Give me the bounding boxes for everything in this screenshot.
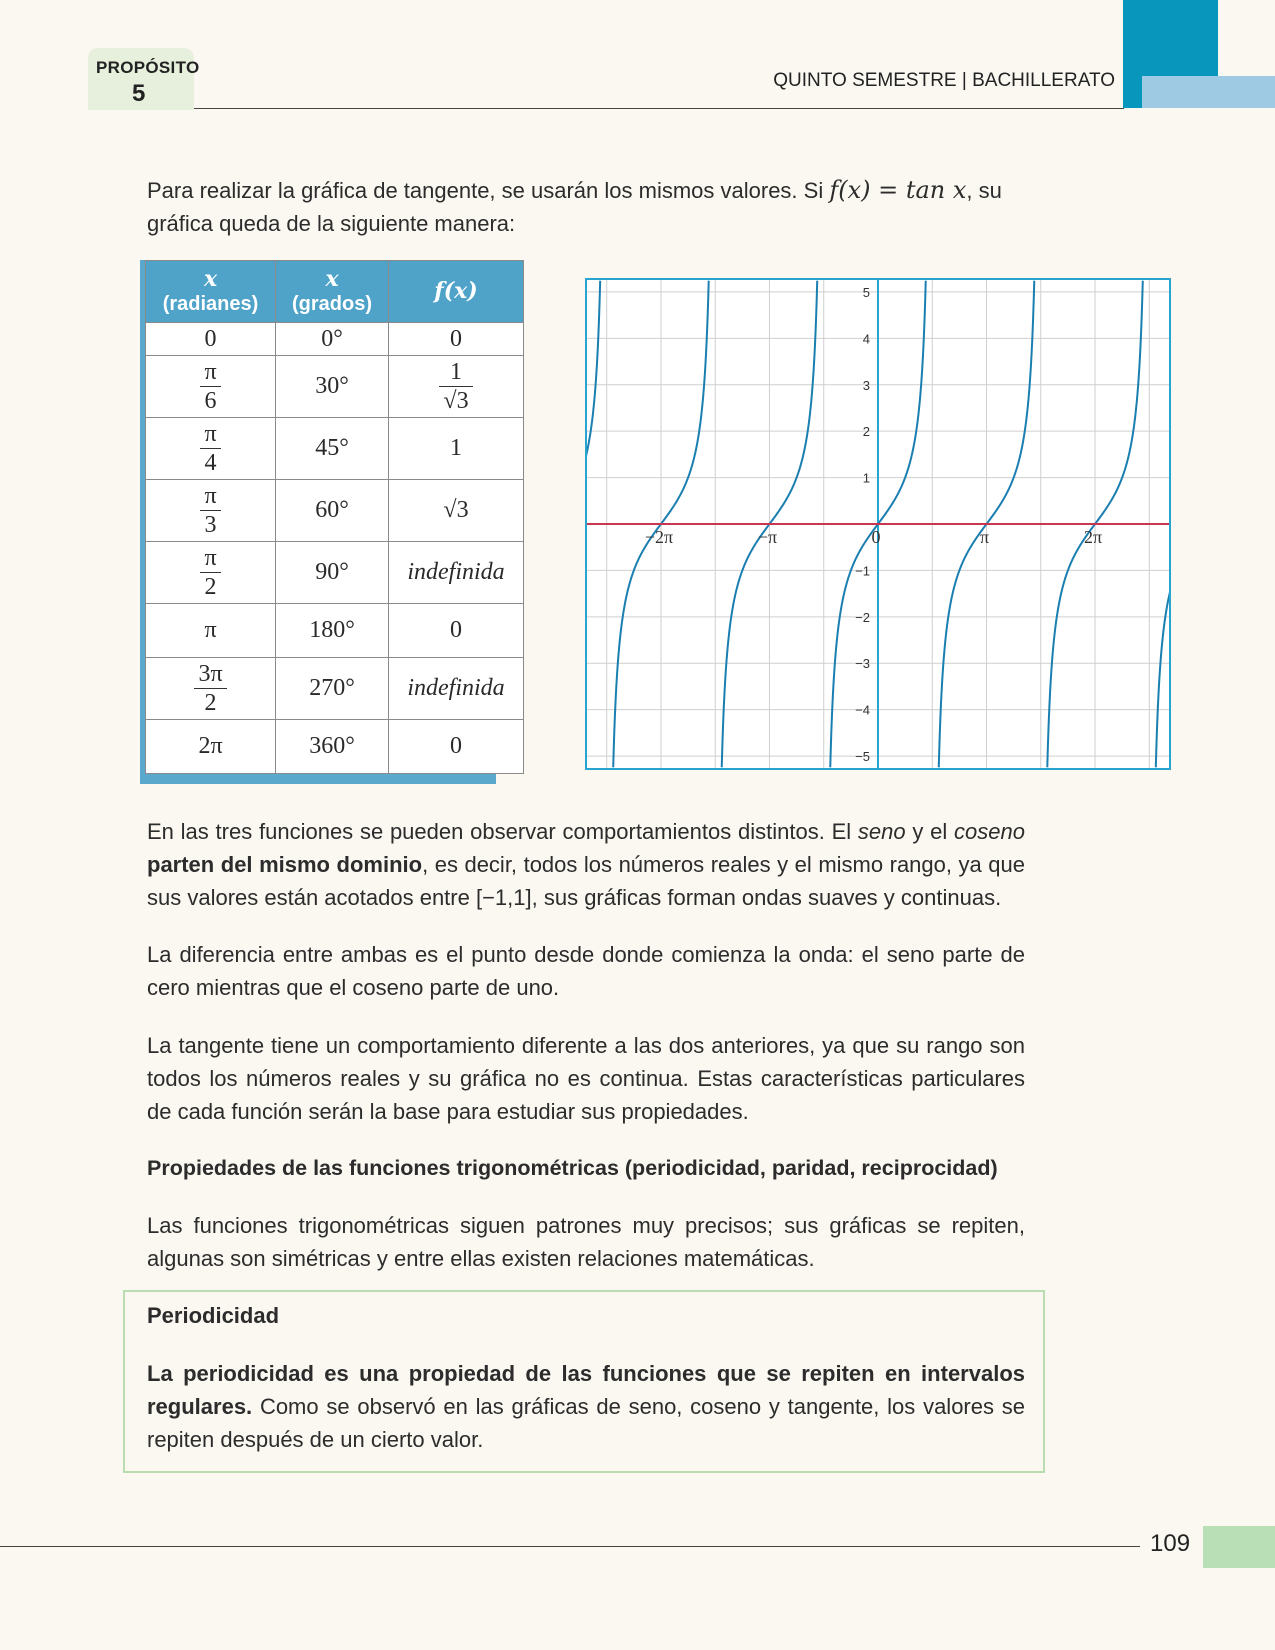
tan-formula: f(x) = tan x (829, 176, 967, 204)
table-row (146, 480, 524, 542)
cell-rad: $\frac{\pi}{4}$ (146, 418, 276, 480)
paragraph-tangente: La tangente tiene un comportamiento diferente a las dos anteriores, ya que su rango son todos los números reales y su gráfica no es continua. Estas características particulares de cada función serán la base para estudiar sus propiedades. (147, 1033, 1025, 1124)
x-tick-label: −π (757, 527, 778, 547)
cell-rad: $\frac{\pi}{6}$ (146, 356, 276, 418)
cell-deg: 30° (276, 356, 389, 418)
header-decor-block-light (1142, 76, 1275, 108)
proposito-number: 5 (132, 80, 146, 107)
cell-rad: 2π (146, 720, 276, 774)
y-tick-label: −2 (855, 609, 870, 625)
box-title: Periodicidad (147, 1303, 280, 1328)
cell-f: $\frac{1}{√3}$ (389, 356, 524, 418)
cell-deg: 90° (276, 542, 389, 604)
header-title: QUINTO SEMESTRE | BACHILLERATO (773, 70, 1115, 91)
cell-deg: 360° (276, 720, 389, 774)
y-tick-label: 2 (862, 424, 870, 440)
y-tick-label: −5 (855, 749, 870, 765)
footer-rule (0, 1546, 1140, 1547)
cell-f: 1 (389, 418, 524, 480)
y-tick-label: 3 (862, 377, 870, 393)
cell-f: indefinida (389, 542, 524, 604)
cell-deg: 0° (276, 323, 389, 356)
cell-f: 0 (389, 720, 524, 774)
header-grados: x (grados) (276, 261, 389, 323)
x-tick-label: 2π (1083, 527, 1103, 547)
cell-f: 0 (389, 604, 524, 658)
header-radianes: x (radianes) (146, 261, 276, 323)
x-tick-label: π (979, 527, 990, 547)
footer-decor-block (1203, 1526, 1275, 1568)
table-row (146, 720, 524, 774)
header-fx: f(x) (389, 261, 524, 323)
intro-paragraph: Para realizar la gráfica de tangente, se usarán los mismos valores. Si f(x) = tan x, su gráfica queda de la siguiente manera: (147, 176, 1002, 236)
y-tick-label: −4 (855, 702, 870, 718)
box-text: La periodicidad es una propiedad de las funciones que se repiten en intervalos regulares. Como se observó en las gráficas de seno, coseno y tangente, los valores se repiten después de un cierto valor. (147, 1361, 1025, 1452)
cell-f: 0 (389, 323, 524, 356)
tangent-chart (585, 278, 1171, 770)
page-number: 109 (1150, 1530, 1191, 1557)
y-tick-label: −1 (855, 563, 870, 579)
paragraph-patrones: Las funciones trigonométricas siguen patrones muy precisos; sus gráficas se repiten, algunas son simétricas y entre ellas existen relaciones matemáticas. (147, 1213, 1025, 1271)
table-row (146, 323, 524, 356)
table-header-row (146, 261, 524, 323)
cell-deg: 60° (276, 480, 389, 542)
proposito-tab (88, 48, 200, 110)
x-tick-label: 0 (871, 527, 881, 547)
cell-f: indefinida (389, 658, 524, 720)
cell-f: √3 (389, 480, 524, 542)
y-tick-label: −3 (855, 656, 870, 672)
table-row (146, 658, 524, 720)
cell-rad: π (146, 604, 276, 658)
table-row (146, 356, 524, 418)
table-row (146, 604, 524, 658)
paragraph-comportamientos: En las tres funciones se pueden observar comportamientos distintos. El seno y el coseno parten del mismo dominio, es decir, todos los números reales y el mismo rango, ya que sus valores están acotados entre [−1,1], sus gráficas forman ondas suaves y continuas. (147, 819, 1026, 910)
cell-rad: $\frac{3\pi}{2}$ (146, 658, 276, 720)
cell-rad: $\frac{\pi}{3}$ (146, 480, 276, 542)
cell-rad: $\frac{\pi}{2}$ (146, 542, 276, 604)
cell-deg: 180° (276, 604, 389, 658)
table-row (146, 542, 524, 604)
proposito-label: PROPÓSITO (96, 58, 200, 77)
cell-deg: 270° (276, 658, 389, 720)
cell-deg: 45° (276, 418, 389, 480)
header-rule (194, 108, 1124, 109)
x-tick-label: −2π (644, 527, 674, 547)
y-tick-label: 4 (862, 331, 870, 347)
table-row (146, 418, 524, 480)
y-tick-label: 1 (862, 470, 870, 486)
section-heading: Propiedades de las funciones trigonométricas (periodicidad, paridad, reciprocidad) (147, 1156, 998, 1180)
values-table (145, 260, 524, 774)
y-tick-label: 5 (862, 284, 870, 300)
cell-rad: 0 (146, 323, 276, 356)
paragraph-diferencia: La diferencia entre ambas es el punto desde donde comienza la onda: el seno parte de cero mientras que el coseno parte de uno. (147, 942, 1025, 1000)
